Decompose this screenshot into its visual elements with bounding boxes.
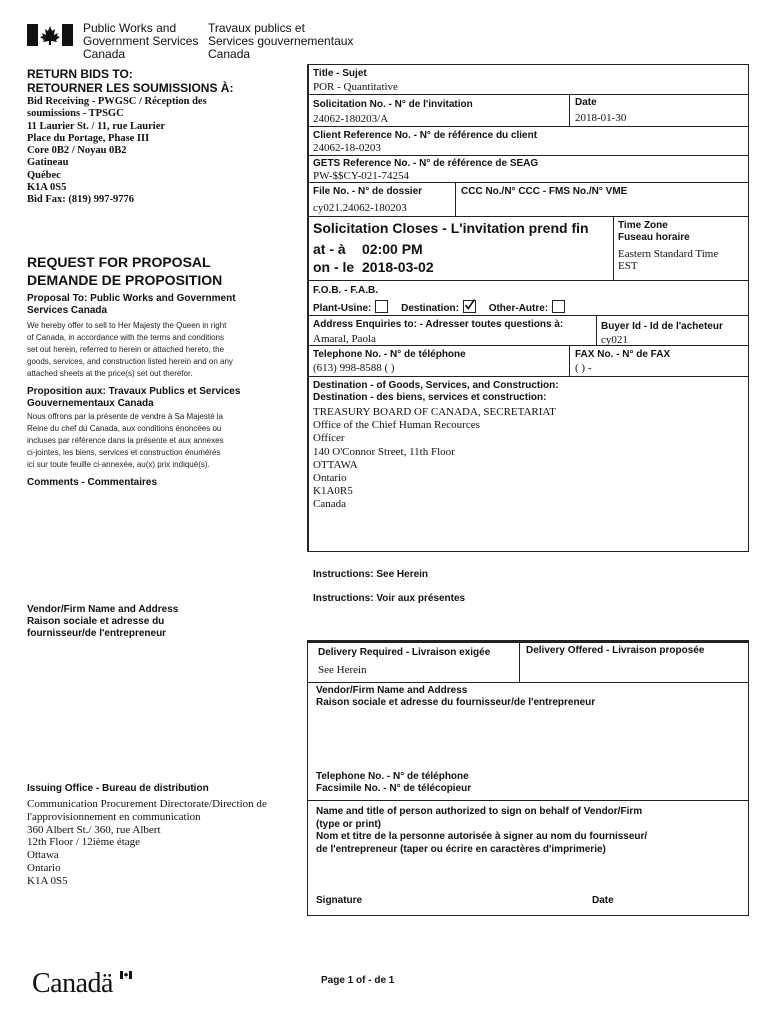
instructions-fr: Instructions: Voir aux présentes (313, 593, 466, 604)
destination-checkbox[interactable] (463, 300, 476, 313)
proposal-to-heading: Proposal To: Public Works and Government Services Canada (27, 293, 236, 316)
title-value: POR - Quantitative (313, 81, 398, 93)
bid-receiving-address: Bid Receiving - PWGSC / Réception des soumissions - TPSGC 11 Laurier St. / 11, rue Laurier Place du Portage, Phase III Core 0B2 / Noyau 0B2 Gatineau Québec K1A 0S5 Bid Fax: (819) 997-9776 (27, 96, 207, 206)
other-label: Other-Autre: (488, 303, 549, 314)
maple-leaf-icon (27, 24, 73, 46)
client-ref-value: 24062-18-0203 (313, 142, 381, 154)
fob-label: F.O.B. - F.A.B. (313, 285, 378, 296)
closing-time-label: at - à (313, 241, 346, 257)
file-no-value: cy021.24062-180203 (313, 202, 407, 214)
buyer-id-value: cy021 (601, 334, 628, 346)
vendor-firm-label-left: Vendor/Firm Name and Address Raison sociale et adresse du fournisseur/de l'entrepreneur (27, 604, 179, 639)
address-enquiries-label: Address Enquiries to: - Adresser toutes questions à: (313, 319, 564, 330)
rfp-title-fr: DEMANDE DE PROPOSITION (27, 272, 223, 288)
gets-ref-label: GETS Reference No. - N° de référence de SEAG (313, 158, 539, 169)
fax-value: ( ) - (575, 362, 592, 374)
solicitation-no-label: Solicitation No. - N° de l'invitation (313, 99, 473, 110)
checkmark-icon (464, 299, 475, 310)
other-checkbox[interactable] (552, 300, 565, 313)
plant-checkbox[interactable] (375, 300, 388, 313)
issuing-office-label: Issuing Office - Bureau de distribution (27, 783, 209, 794)
address-enquiries-value: Amaral, Paola (313, 333, 376, 345)
date-label: Date (575, 97, 597, 108)
time-zone-label: Time Zone Fuseau horaire (618, 220, 690, 243)
time-zone-value: Eastern Standard Time EST (618, 248, 719, 272)
rfp-title-en: REQUEST FOR PROPOSAL (27, 254, 211, 270)
canada-wordmark: Canadä (32, 968, 113, 999)
destination-label: Destination: (401, 303, 459, 314)
comments-label: Comments - Commentaires (27, 477, 158, 488)
delivery-required-value: See Herein (318, 664, 367, 676)
return-bids-title-en: RETURN BIDS TO: (27, 67, 133, 81)
date-value: 2018-01-30 (575, 112, 627, 124)
proposition-heading: Proposition aux: Travaux Publics et Services Gouvernementaux Canada (27, 386, 241, 409)
vendor-firm-label[interactable]: Vendor/Firm Name and Address Raison sociale et adresse du fournisseur/de l'entrepreneur (316, 685, 596, 708)
proposition-body: Nous offrons par la présente de vendre à Sa Majesté la Reine du chef du Canada, aux conditions énoncées ou incluses par référence dans la présente et aux annexes ci-jointes, les biens, services et construction énumérés ici sur toute feuille ci-annexée, au(x) prix indiqué(s). (27, 412, 224, 469)
ccc-no-label: CCC No./N° CCC - FMS No./N° VME (461, 186, 628, 197)
closing-time-value: 02:00 PM (362, 241, 423, 257)
vendor-telephone-label[interactable]: Telephone No. - N° de téléphone Facsimile No. - N° de télécopieur (316, 771, 472, 794)
authorized-signer-label[interactable]: Name and title of person authorized to sign on behalf of Vendor/Firm (type or print) Nom et titre de la personne autorisée à signer au nom du fournisseur/ de l'entrepreneur (taper ou écrire en caractères d'imprimerie) (316, 806, 648, 855)
canada-flag-logo (27, 24, 73, 46)
department-name-en: Public Works and Government Services Canada (83, 21, 199, 61)
canada-wordmark-flag-icon (120, 966, 132, 984)
fax-label: FAX No. - N° de FAX (575, 349, 671, 360)
closing-date-label: on - le (313, 259, 355, 275)
file-no-label: File No. - N° de dossier (313, 186, 423, 197)
signature-label[interactable]: Signature (316, 895, 363, 906)
client-ref-label: Client Reference No. - N° de référence du client (313, 130, 538, 141)
fob-options (313, 300, 569, 315)
gets-ref-value: PW-$$CY-021-74254 (313, 170, 409, 182)
return-bids-title-fr: RETOURNER LES SOUMISSIONS À: (27, 81, 234, 95)
delivery-required-label: Delivery Required - Livraison exigée (318, 647, 491, 658)
solicitation-closes-label: Solicitation Closes - L'invitation prend fin (313, 220, 589, 236)
telephone-label: Telephone No. - N° de téléphone (313, 349, 466, 360)
signature-date-label[interactable]: Date (592, 895, 614, 906)
telephone-value: (613) 998-8588 ( ) (313, 362, 395, 374)
issuing-office-address: Communication Procurement Directorate/Direction de l'approvisionnement en communication 360 Albert St./ 360, rue Albert 12th Floor / 12ième étage Ottawa Ontario K1A 0S5 (27, 798, 267, 887)
page-number: Page 1 of - de 1 (321, 975, 395, 986)
instructions-en: Instructions: See Herein (313, 569, 429, 580)
destination-goods-value: TREASURY BOARD OF CANADA, SECRETARIAT Office of the Chief Human Recources Officer 140 O'Connor Street, 11th Floor OTTAWA Ontario K1A0R5 Canada (313, 406, 556, 511)
buyer-id-label: Buyer Id - Id de l'acheteur (601, 321, 723, 332)
proposal-to-body: We hereby offer to sell to Her Majesty the Queen in right of Canada, in accordance with the terms and conditions set out herein, referred to herein or attached hereto, the goods, services, and construction listed herein and on any attached sheets at the price(s) set out therefor. (27, 321, 233, 378)
title-label: Title - Sujet (313, 68, 367, 79)
solicitation-no-value: 24062-180203/A (313, 113, 389, 125)
closing-date-value: 2018-03-02 (362, 259, 434, 275)
destination-goods-label: Destination - of Goods, Services, and Construction: Destination - des biens, services et construction: (313, 380, 559, 403)
department-name-fr: Travaux publics et Services gouvernementaux Canada (208, 21, 354, 61)
delivery-offered-label[interactable]: Delivery Offered - Livraison proposée (526, 645, 705, 656)
plant-label: Plant-Usine: (313, 303, 372, 314)
